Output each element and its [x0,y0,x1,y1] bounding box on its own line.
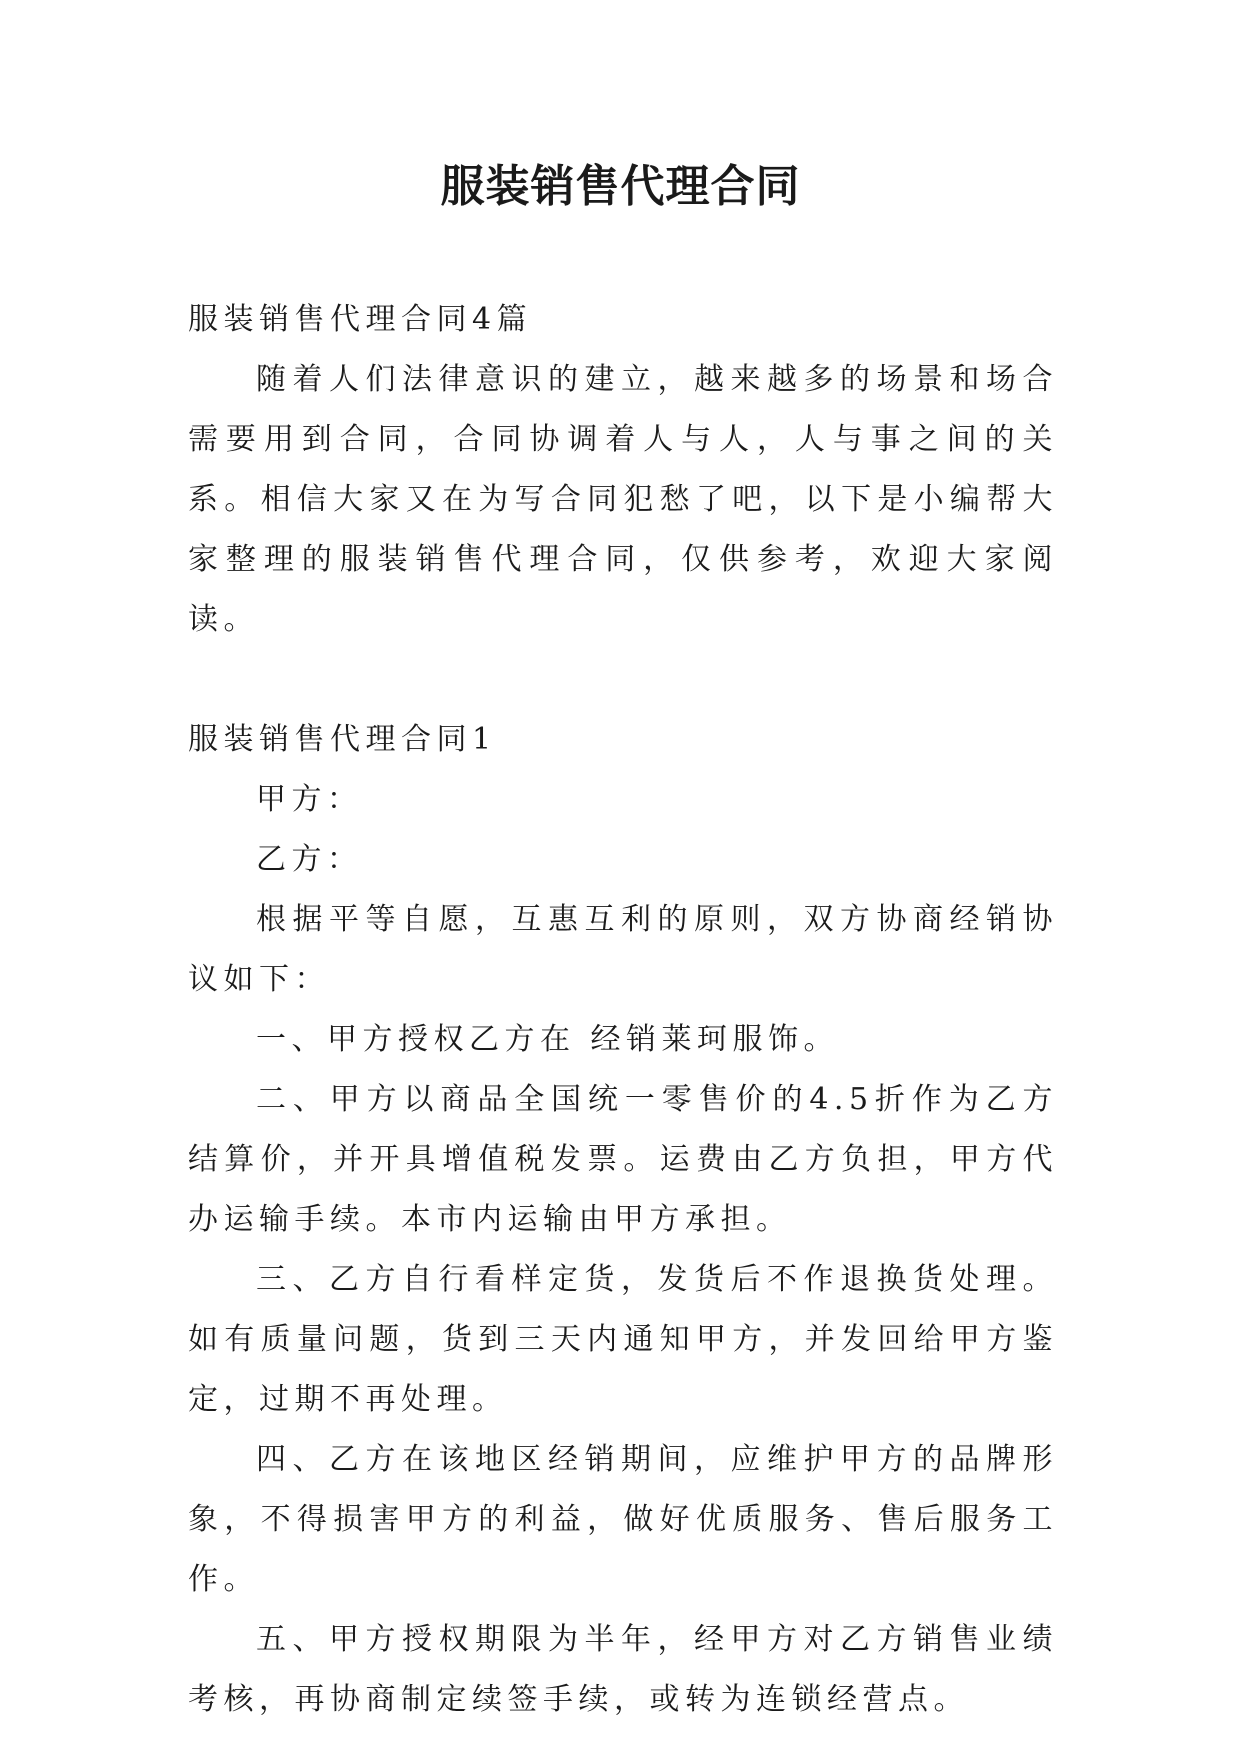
party-b-label: 乙方： [256,842,363,877]
clause-3: 三、乙方自行看样定货，发货后不作退换货处理。如有质量问题，货到三天内通知甲方，并发回给甲方鉴定，过期不再处理。 [188,1262,1058,1417]
preamble-paragraph: 根据平等自愿，互惠互利的原则，双方协商经销协议如下： [188,902,1058,997]
clause-5: 五、甲方授权期限为半年，经甲方对乙方销售业绩考核，再协商制定续签手续，或转为连锁经营点。 [188,1622,1058,1717]
document-subtitle: 服装销售代理合同4篇 [188,302,533,337]
clause-1: 一、甲方授权乙方在 经销莱珂服饰。 [256,1022,840,1057]
party-a-label: 甲方： [256,782,363,817]
document-body [188,290,1058,1730]
clause-2: 二、甲方以商品全国统一零售价的4.5折作为乙方结算价，并开具增值税发票。运费由乙方负担，甲方代办运输手续。本市内运输由甲方承担。 [188,1082,1058,1237]
section-heading: 服装销售代理合同1 [188,722,497,757]
clause-4: 四、乙方在该地区经销期间，应维护甲方的品牌形象，不得损害甲方的利益，做好优质服务、售后服务工作。 [188,1442,1058,1597]
spacer [188,650,1058,710]
document-title: 服装销售代理合同 [440,161,801,212]
intro-paragraph: 随着人们法律意识的建立，越来越多的场景和场合需要用到合同，合同协调着人与人，人与事之间的关系。相信大家又在为写合同犯愁了吧，以下是小编帮大家整理的服装销售代理合同，仅供参考，欢迎大家阅读。 [188,362,1058,637]
